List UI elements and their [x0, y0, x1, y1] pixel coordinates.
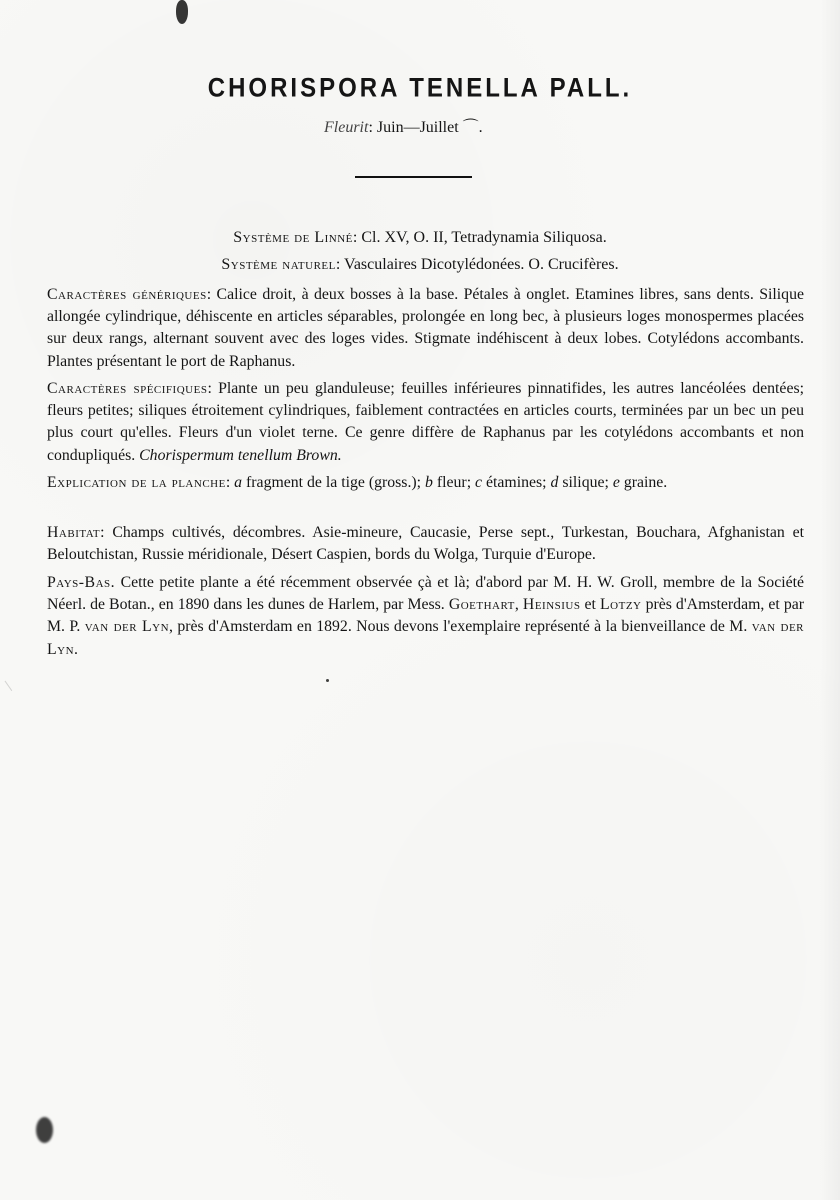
habitat-colon: : [100, 524, 105, 541]
specific-characters-colon: : [207, 380, 212, 397]
netherlands-section [47, 572, 804, 661]
netherlands-end: . [74, 640, 78, 658]
goethart-comma: , [514, 596, 519, 614]
ink-speck-top [176, 0, 188, 24]
ink-speck-bottom-left [36, 1117, 53, 1143]
plate-part-b: fleur; [436, 474, 472, 491]
generic-characters-text: Calice droit, à deux bosses à la base. Pétales à onglet. Etamines libres, sans dents. Silique allongée cylindrique, déhiscente en articles séparables, prolongée en long bec, à plusieurs loges monospermes placées sur deux rangs, alternant souvent avec des loges vides. Stigmate indéhiscent à deux lobes. Cotylédons accombants. Plantes présentant le port de Raphanus. [47, 286, 804, 370]
generic-characters-label: Caractères génériques [47, 286, 207, 303]
linnaean-system-label: Système de Linné [233, 229, 353, 246]
plate-letter-a: a [234, 474, 243, 491]
netherlands-text-1: Cette petite plante a été récemment observée çà et là; d'abord par M. H. W. Groll, [120, 574, 658, 591]
plate-part-a: fragment de la tige (gross.); [246, 474, 422, 491]
flowering-label: Fleurit [324, 119, 369, 136]
natural-system-line [0, 256, 840, 274]
natural-system-label: Système naturel [221, 256, 336, 273]
plate-part-e: graine. [623, 474, 668, 491]
habitat-label: Habitat [47, 524, 101, 541]
habitat-text: Champs cultivés, décombres. Asie-mineure, Caucasie, Perse sept., Turkestan, Bouchara, Afghanistan et Beloutchistan, Russie méridionale, Désert Caspien, bords du Wolga, Turquie d'Europe. [47, 524, 805, 564]
plate-letter-b: b [425, 474, 433, 491]
synonym-text: Chorispermum tenellum Brown. [139, 446, 342, 464]
netherlands-text-4: , près d'Amsterdam en 1892. Nous devons l'exemplaire représenté à la bienveillance de M. [169, 618, 748, 636]
habitat-section [47, 522, 804, 566]
generic-characters-colon: : [206, 286, 212, 303]
netherlands-and: et [584, 596, 596, 614]
page-title: CHORISPORA TENELLA PALL. [207, 73, 633, 104]
generic-characters-section [47, 284, 804, 373]
specific-characters-section [47, 378, 804, 467]
flowering-period [324, 114, 483, 137]
specific-characters-text: Plante un peu glanduleuse; feuilles inférieures pinnatifides, les autres lancéolées dentées; fleurs petites; siliques étroitement cylindriques, faiblement contractées en articles courts, terminées par un bec un peu plus court qu'elles. Fleurs d'un violet terne. Ce genre diffère de Raphanus par les cotylédons accombants et non condupliqués. [47, 380, 804, 464]
van-der-lyn-name-first: van der Lyn [84, 618, 170, 636]
plate-part-d: silique; [562, 474, 609, 491]
natural-system-value: Vasculaires Dicotylédonées. O. Crucifères. [344, 256, 619, 273]
netherlands-text-3: près d'Amsterdam, et par M. P. [47, 596, 805, 636]
linnaean-system-line [0, 229, 840, 247]
plate-letter-d: d [550, 474, 559, 491]
small-ink-dot [326, 679, 329, 682]
title-divider [355, 176, 472, 178]
flowering-colon: : [368, 119, 373, 136]
natural-system-colon: : [335, 256, 341, 273]
plate-letter-c: c [475, 474, 483, 491]
plate-explanation-colon: : [225, 474, 231, 491]
goethart-name: Goethart [448, 596, 515, 614]
netherlands-text-2: membre de la Société Néerl. de Botan., en 1890 dans les dunes de Harlem, par Mess. [47, 574, 805, 614]
flowering-value: Juin—Juillet ⌒. [376, 119, 483, 136]
plate-part-c: étamines; [486, 474, 547, 491]
specific-characters-label: Caractères spécifiques [47, 380, 208, 397]
plate-letter-e: e [612, 474, 620, 491]
plate-explanation-section [47, 472, 804, 494]
plate-explanation-label: Explication de la planche [47, 474, 226, 491]
linnaean-system-value: Cl. XV, O. II, Tetradynamia Siliquosa. [361, 229, 607, 246]
lotzy-name: Lotzy [600, 596, 642, 614]
van-der-lyn-name-second: van der Lyn [47, 618, 804, 658]
heinsius-name: Heinsius [522, 596, 581, 614]
netherlands-label: Pays-Bas. [47, 574, 116, 591]
linnaean-system-colon: : [352, 229, 358, 246]
right-page-shadow [820, 0, 840, 1200]
left-margin-mark [5, 675, 21, 691]
